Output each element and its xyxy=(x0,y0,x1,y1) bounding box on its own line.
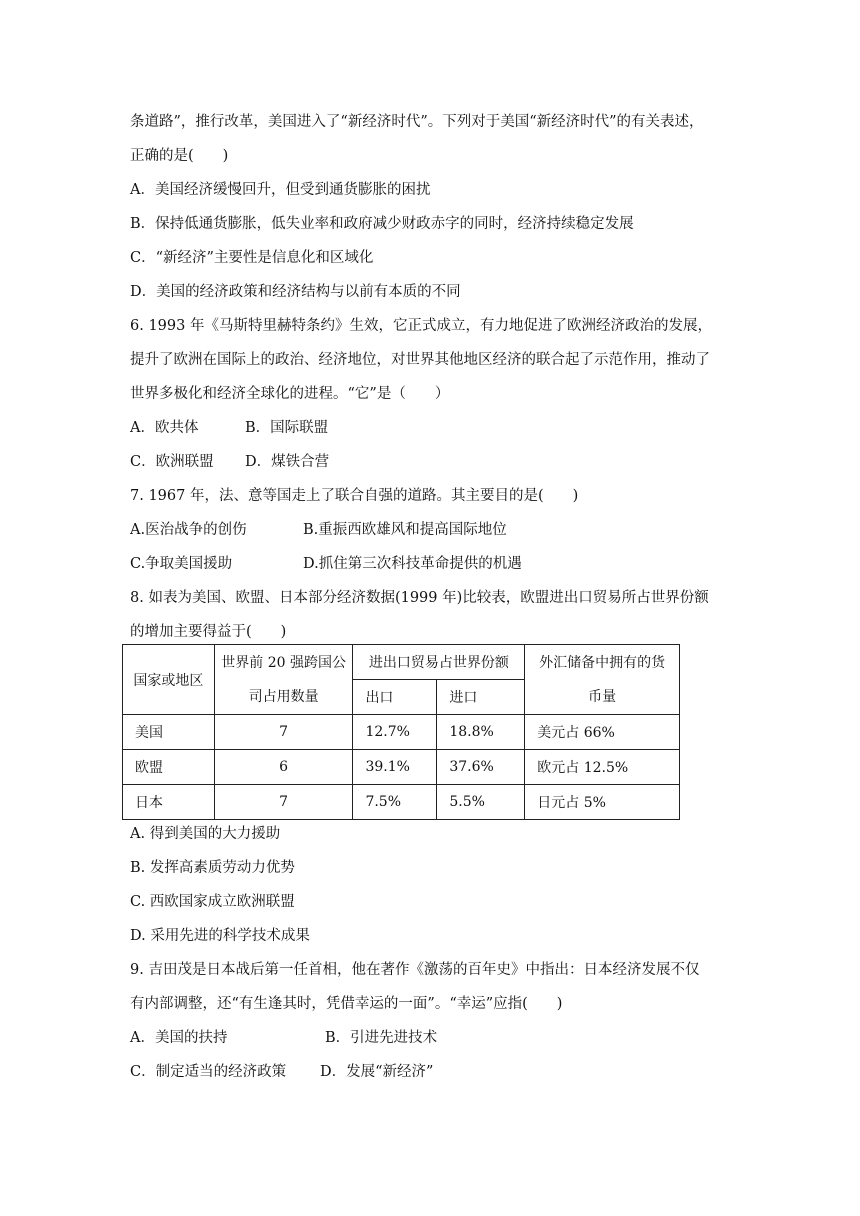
q8-option-b: B. 发挥高素质劳动力优势 xyxy=(130,860,295,876)
cell-count: 7 xyxy=(214,715,353,750)
q8-option-a: A. 得到美国的大力援助 xyxy=(130,826,281,842)
table-row xyxy=(123,785,680,820)
cell-import: 18.8% xyxy=(437,715,525,750)
q6-option-b: B．国际联盟 xyxy=(245,420,329,436)
q5-option-b: B．保持低通货膨胀，低失业率和政府减少财政赤字的同时，经济持续稳定发展 xyxy=(130,216,634,232)
q7-option-c: C.争取美国援助 xyxy=(130,556,233,572)
economic-data-table xyxy=(122,644,680,820)
q9-option-b: B．引进先进技术 xyxy=(325,1030,438,1046)
cell-region: 美国 xyxy=(123,715,215,750)
q5-stem-line1: 条道路”，推行改革，美国进入了“新经济时代”。下列对于美国“新经济时代”的有关表述， xyxy=(130,114,704,130)
q6-option-a: A．欧共体 xyxy=(130,420,199,436)
header-trade-share: 进出口贸易占世界份额 xyxy=(353,645,525,680)
cell-import: 37.6% xyxy=(437,750,525,785)
cell-export: 39.1% xyxy=(353,750,437,785)
cell-reserve: 欧元占 12.5% xyxy=(525,750,680,785)
cell-reserve: 美元占 66% xyxy=(525,715,680,750)
header-export: 出口 xyxy=(353,680,437,715)
cell-export: 7.5% xyxy=(353,785,437,820)
q9-option-d: D．发展“新经济” xyxy=(320,1064,434,1080)
q5-option-c: C．“新经济”主要性是信息化和区域化 xyxy=(130,250,374,266)
header-reserve-line2: 币量 xyxy=(588,688,617,705)
q5-option-a: A．美国经济缓慢回升，但受到通货膨胀的困扰 xyxy=(130,182,431,198)
q9-stem-line1: 9. 吉田茂是日本战后第一任首相，他在著作《激荡的百年史》中指出：日本经济发展不仅 xyxy=(130,962,700,978)
q9-stem-line2: 有内部调整，还“有生逢其时，凭借幸运的一面”。“幸运”应指( ) xyxy=(130,996,563,1012)
header-top20-line2: 司占用数量 xyxy=(248,688,319,705)
q6-option-d: D．煤铁合营 xyxy=(245,454,330,470)
table-row xyxy=(123,750,680,785)
q8-stem-line1: 8. 如表为美国、欧盟、日本部分经济数据(1999 年)比较表，欧盟进出口贸易所占世界份额 xyxy=(130,590,709,606)
header-import: 进口 xyxy=(437,680,525,715)
q7-option-a: A.医治战争的创伤 xyxy=(130,522,247,538)
cell-import: 5.5% xyxy=(437,785,525,820)
header-region: 国家或地区 xyxy=(123,645,215,715)
q5-stem-line2: 正确的是( ) xyxy=(130,148,229,164)
q5-option-d: D．美国的经济政策和经济结构与以前有本质的不同 xyxy=(130,284,461,300)
q6-stem-line2: 提升了欧洲在国际上的政治、经济地位，对世界其他地区经济的联合起了示范作用，推动了 xyxy=(130,352,710,368)
q9-option-a: A．美国的扶持 xyxy=(130,1030,228,1046)
header-top20 xyxy=(214,645,353,715)
header-reserve xyxy=(525,645,680,715)
table-row xyxy=(123,715,680,750)
cell-count: 6 xyxy=(214,750,353,785)
header-top20-line1: 世界前 20 强跨国公 xyxy=(221,654,346,671)
q6-stem-line1: 6. 1993 年《马斯特里赫特条约》生效，它正式成立，有力地促进了欧洲经济政治的发展， xyxy=(130,318,712,334)
cell-region: 日本 xyxy=(123,785,215,820)
q7-stem: 7. 1967 年，法、意等国走上了联合自强的道路。其主要目的是( ) xyxy=(130,488,579,504)
cell-region: 欧盟 xyxy=(123,750,215,785)
q6-option-c: C．欧洲联盟 xyxy=(130,454,214,470)
table-header-row xyxy=(123,645,680,680)
q9-option-c: C．制定适当的经济政策 xyxy=(130,1064,287,1080)
q6-stem-line3: 世界多极化和经济全球化的进程。“它”是（ ） xyxy=(130,386,450,402)
q8-option-c: C. 西欧国家成立欧洲联盟 xyxy=(130,894,295,910)
q7-option-d: D.抓住第三次科技革命提供的机遇 xyxy=(303,556,522,572)
cell-reserve: 日元占 5% xyxy=(525,785,680,820)
cell-export: 12.7% xyxy=(353,715,437,750)
header-reserve-line1: 外汇储备中拥有的货 xyxy=(539,654,666,671)
cell-count: 7 xyxy=(214,785,353,820)
q8-stem-line2: 的增加主要得益于( ) xyxy=(130,624,287,640)
q8-option-d: D. 采用先进的科学技术成果 xyxy=(130,928,310,944)
q7-option-b: B.重振西欧雄风和提高国际地位 xyxy=(303,522,507,538)
